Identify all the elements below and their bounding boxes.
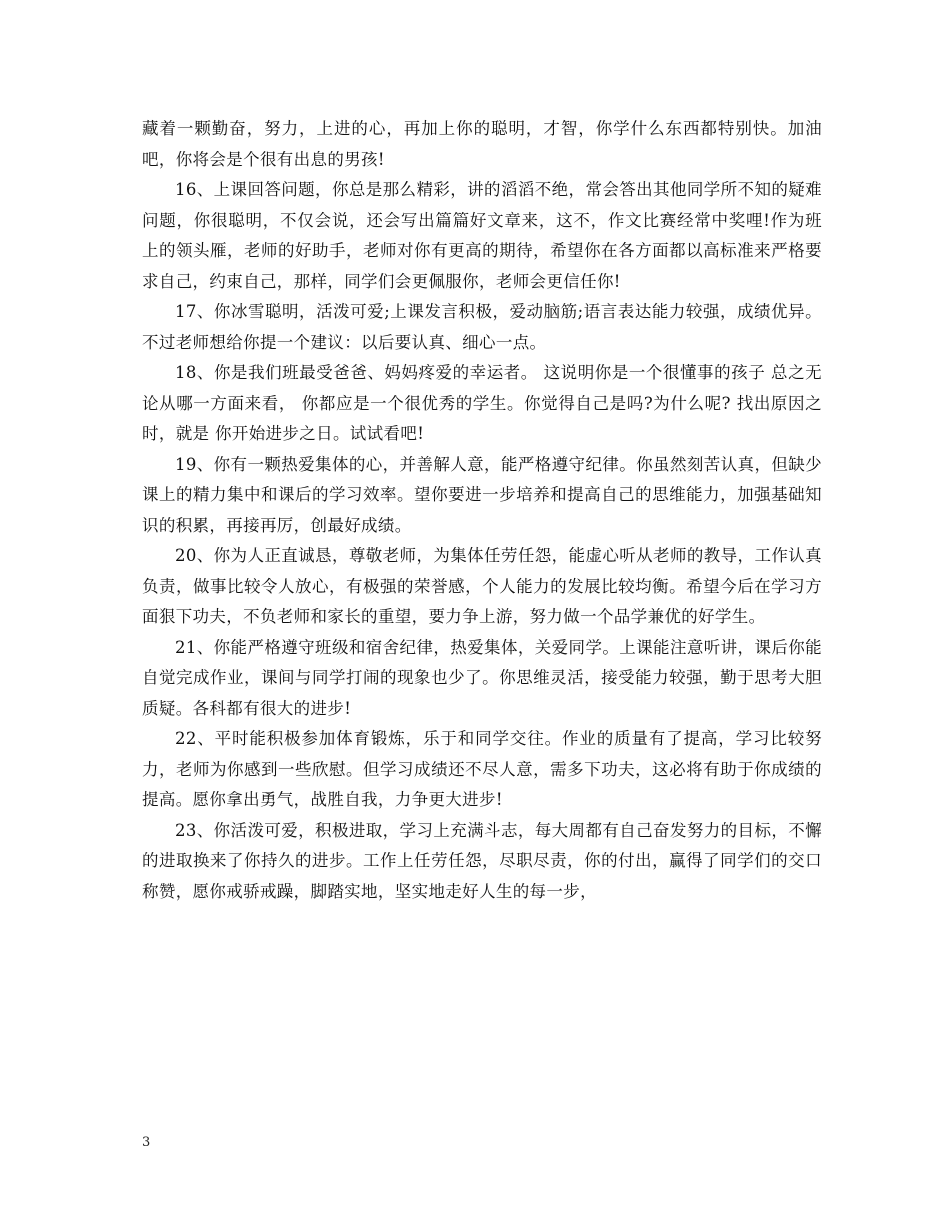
paragraph-17: 17、你冰雪聪明，活泼可爱;上课发言积极，爱动脑筋;语言表达能力较强，成绩优异。不过老师想给你提一个建议：以后要认真、细心一点。	[142, 302, 822, 352]
paragraph-21: 21、你能严格遵守班级和宿舍纪律，热爱集体，关爱同学。上课能注意听讲，课后你能自觉完成作业，课间与同学打闹的现象也少了。你思维灵活，接受能力较强，勤于思考大胆质疑。各科都有很大的进步!	[142, 637, 822, 718]
paragraph-22: 22、平时能积极参加体育锻炼，乐于和同学交往。作业的质量有了提高，学习比较努力，老师为你感到一些欣慰。但学习成绩还不尽人意，需多下功夫，这必将有助于你成绩的提高。愿你拿出勇气，战胜自我，力争更大进步!	[142, 729, 822, 809]
paragraph-23: 23、你活泼可爱，积极进取，学习上充满斗志，每大周都有自己奋发努力的目标，不懈的进取换来了你持久的进步。工作上任劳任怨，尽职尽责，你的付出，赢得了同学们的交口称赞，愿你戒骄戒躁，脚踏实地，坚实地走好人生的每一步，	[142, 820, 822, 901]
paragraph-19: 19、你有一颗热爱集体的心，并善解人意，能严格遵守纪律。你虽然刻苦认真，但缺少课上的精力集中和课后的学习效率。望你要进一步培养和提高自己的思维能力，加强基础知识的积累，再接再厉，创最好成绩。	[142, 454, 822, 535]
document-body	[142, 114, 822, 907]
paragraph-20: 20、你为人正直诚恳，尊敬老师，为集体任劳任怨，能虚心听从老师的教导，工作认真负责，做事比较令人放心，有极强的荣誉感，个人能力的发展比较均衡。希望今后在学习方面狠下功夫，不负老师和家长的重望，要力争上游，努力做一个品学兼优的好学生。	[142, 546, 822, 626]
paragraph-16: 16、上课回答问题，你总是那么精彩，讲的滔滔不绝，常会答出其他同学所不知的疑难问题，你很聪明，不仅会说，还会写出篇篇好文章来，这不，作文比赛经常中奖哩!作为班上的领头雁，老师的好助手，老师对你有更高的期待，希望你在各方面都以高标准来严格要求自己，约束自己，那样，同学们会更佩服你，老师会更信任你!	[142, 180, 822, 291]
paragraph-18: 18、你是我们班最受爸爸、妈妈疼爱的幸运者。 这说明你是一个很懂事的孩子 总之无论从哪一方面来看， 你都应是一个很优秀的学生。你觉得自己是吗?为什么呢? 找出原因之时，就是 你开始进步之日。试试看吧!	[142, 363, 822, 443]
page-number: 3	[142, 1135, 151, 1150]
paragraph-continuation: 藏着一颗勤奋，努力，上进的心，再加上你的聪明，才智，你学什么东西都特别快。加油吧，你将会是个很有出息的男孩!	[142, 119, 822, 169]
